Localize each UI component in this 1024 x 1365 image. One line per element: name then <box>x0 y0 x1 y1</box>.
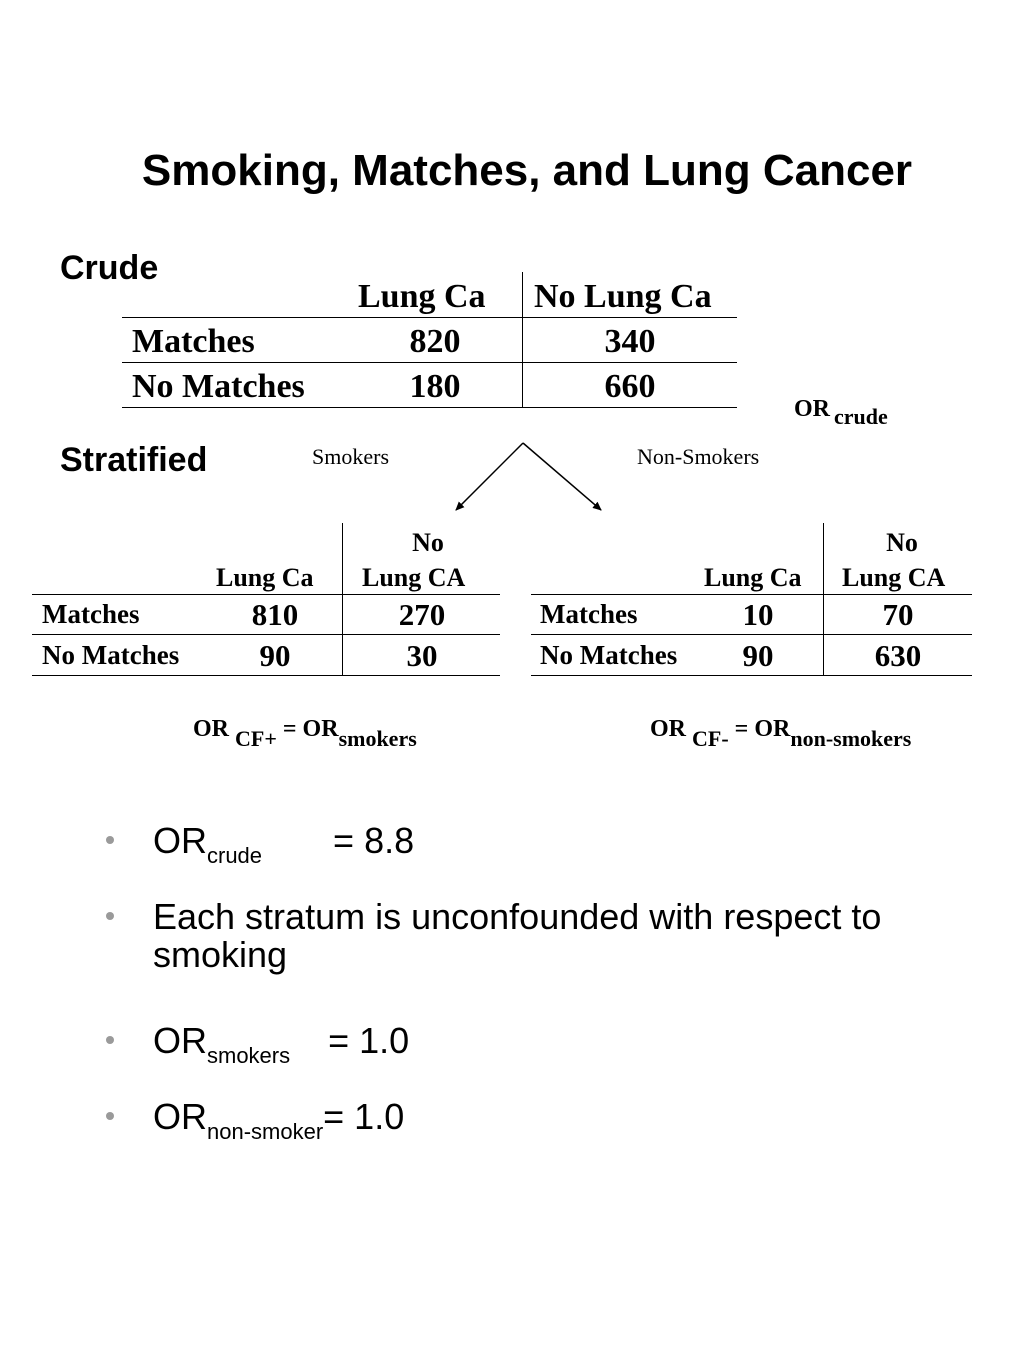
or-cf-plus-subscript: CF+ <box>235 726 277 751</box>
or-non-smokers-equals: = OR <box>734 716 791 742</box>
smokers-bottom-rule <box>32 675 500 676</box>
or-crude-subscript: crude <box>834 404 888 429</box>
smokers-row-label-no-matches: No Matches <box>42 640 180 670</box>
smokers-col2-header-line2: Lung CA <box>362 563 466 592</box>
bullet-or-smokers-subscript: smokers <box>207 1043 291 1068</box>
bullet-dot-icon <box>106 1112 114 1120</box>
crude-cell-no-matches-no-lung-ca: 660 <box>604 368 656 405</box>
bullet-or-non-smoker-value: = 1.0 <box>323 1096 405 1137</box>
bullet-or-crude-subscript: crude <box>207 843 263 868</box>
smokers-col2-header-line1: No <box>412 528 444 557</box>
or-non-smokers-subscript: non-smokers <box>790 726 912 751</box>
or-smokers-equals: = OR <box>282 716 339 742</box>
smokers-row-label-matches: Matches <box>42 599 140 629</box>
bullet-or-crude-main: OR <box>153 820 207 861</box>
bullet-or-crude-value: = 8.8 <box>333 820 415 861</box>
non-smokers-header-divider <box>531 594 972 595</box>
smokers-cell-matches-no-lung-ca: 270 <box>398 597 446 632</box>
or-non-smokers-equation <box>650 716 911 752</box>
smokers-row-divider <box>32 634 500 635</box>
bullet-or-smokers-main: OR <box>153 1020 207 1061</box>
non-smokers-cell-matches-no-lung-ca: 70 <box>882 597 914 632</box>
smokers-col1-header: Lung Ca <box>216 563 314 592</box>
page-title: Smoking, Matches, and Lung Cancer <box>141 146 913 195</box>
non-smokers-col2-header-line2: Lung CA <box>842 563 946 592</box>
non-smokers-cell-no-matches-lung-ca: 90 <box>742 638 774 673</box>
crude-cell-matches-no-lung-ca: 340 <box>604 323 656 360</box>
smokers-column-divider <box>342 523 343 675</box>
bullet-dot-icon <box>106 836 114 844</box>
crude-row-label-matches: Matches <box>132 323 255 360</box>
smokers-cell-no-matches-no-lung-ca: 30 <box>406 638 438 673</box>
non-smokers-cell-matches-lung-ca: 10 <box>742 597 774 632</box>
smokers-cell-no-matches-lung-ca: 90 <box>259 638 291 673</box>
crude-cell-no-matches-lung-ca: 180 <box>409 368 461 405</box>
or-cf-minus-main: OR <box>650 716 686 742</box>
non-smokers-row-label-no-matches: No Matches <box>540 640 678 670</box>
non-smokers-cell-no-matches-no-lung-ca: 630 <box>874 638 922 673</box>
or-smokers-subscript: smokers <box>338 726 417 751</box>
stratified-section-label: Stratified <box>60 441 208 479</box>
bullet-unconfounded-text: Each stratum is unconfounded with respect to smoking <box>153 896 882 975</box>
bullet-dot-icon <box>106 1036 114 1044</box>
non-smokers-column-divider <box>823 523 824 675</box>
bullet-or-smokers-value: = 1.0 <box>328 1020 410 1061</box>
non-smokers-bottom-rule <box>531 675 972 676</box>
non-smokers-col2-header-line1: No <box>886 528 918 557</box>
bullet-or-non-smoker-subscript: non-smoker <box>207 1119 324 1144</box>
arrow-to-smokers <box>456 443 523 510</box>
bullet-dot-icon <box>106 912 114 920</box>
smokers-cell-matches-lung-ca: 810 <box>251 597 299 632</box>
crude-cell-matches-lung-ca: 820 <box>409 323 461 360</box>
crude-row-label-no-matches: No Matches <box>132 368 305 405</box>
or-cf-minus-subscript: CF- <box>692 726 729 751</box>
non-smokers-row-divider <box>531 634 972 635</box>
crude-col-header-lung-ca: Lung Ca <box>358 278 486 315</box>
non-smokers-stratum-label: Non-Smokers <box>637 444 760 469</box>
or-crude-main: OR <box>794 396 830 422</box>
or-smokers-equation <box>193 716 417 752</box>
crude-col-header-no-lung-ca: No Lung Ca <box>534 278 712 315</box>
non-smokers-row-label-matches: Matches <box>540 599 638 629</box>
smokers-header-divider <box>32 594 500 595</box>
crude-section-label: Crude <box>60 249 159 287</box>
non-smokers-col1-header: Lung Ca <box>704 563 802 592</box>
smokers-stratum-label: Smokers <box>312 444 389 469</box>
arrow-to-non-smokers <box>523 443 601 510</box>
or-cf-plus-main: OR <box>193 716 229 742</box>
bullet-or-non-smoker-main: OR <box>153 1096 207 1137</box>
